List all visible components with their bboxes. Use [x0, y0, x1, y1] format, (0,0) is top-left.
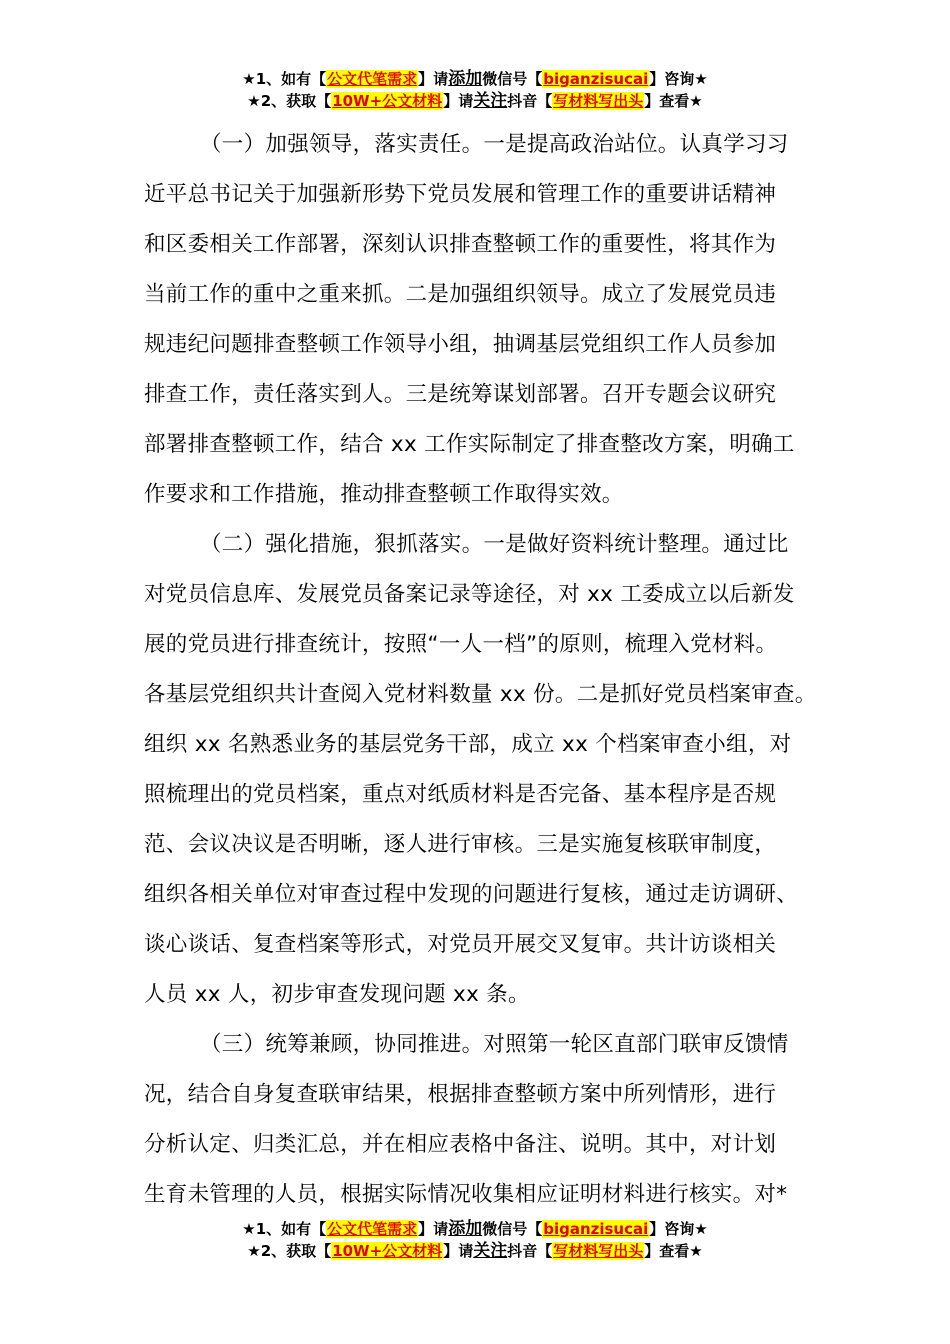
banner-text: 】查看★ — [644, 92, 703, 110]
banner-text: 】请 — [418, 1220, 449, 1238]
body-line: 对党员信息库、发展党员备案记录等途径，对 xx 工委成立以后新发 — [144, 582, 795, 607]
body-line: 照梳理出的党员档案，重点对纸质材料是否完备、基本程序是否规 — [144, 782, 777, 807]
body-line: 范、会议决议是否明晰，逐人进行审核。三是实施复核联审制度， — [144, 832, 777, 857]
body-line: （一）加强领导，落实责任。一是提高政治站位。认真学习习 — [200, 132, 789, 157]
body-line: 作要求和工作措施，推动排查整顿工作取得实效。 — [144, 482, 624, 507]
body-line: 分析认定、归类汇总，并在相应表格中备注、说明。其中，对计划 — [144, 1132, 777, 1157]
banner-text: ★1、如有【 — [242, 1220, 327, 1238]
banner-text: 】咨询★ — [649, 1220, 708, 1238]
body-line: 和区委相关工作部署，深刻认识排查整顿工作的重要性，将其作为 — [144, 232, 777, 257]
banner-text: ★2、获取【 — [247, 92, 332, 110]
header-line-2 — [0, 90, 950, 112]
header-banner — [0, 68, 950, 112]
banner-emphasis: 添加 — [448, 1219, 483, 1239]
banner-highlight: 10W+公文材料 — [332, 1242, 443, 1260]
body-line: 近平总书记关于加强新形势下党员发展和管理工作的重要讲话精神 — [144, 182, 777, 207]
banner-text: 微信号【 — [482, 1220, 543, 1238]
footer-line-2 — [0, 1240, 950, 1262]
wechat-id-highlight: biganzisucai — [543, 70, 649, 88]
body-line: 况，结合自身复查联审结果，根据排查整顿方案中所列情形，进行 — [144, 1082, 777, 1107]
douyin-highlight: 写材料写出头 — [553, 1242, 644, 1260]
header-line-1 — [0, 68, 950, 90]
body-line: （三）统筹兼顾，协同推进。对照第一轮区直部门联审反馈情 — [200, 1032, 789, 1057]
body-line: （二）强化措施，狠抓落实。一是做好资料统计整理。通过比 — [200, 532, 789, 557]
banner-text: 】查看★ — [644, 1242, 703, 1260]
banner-emphasis: 添加 — [448, 69, 483, 89]
body-line: 谈心谈话、复查档案等形式，对党员开展交叉复审。共计访谈相关 — [144, 932, 777, 957]
document-body — [144, 120, 817, 1220]
footer-banner — [0, 1218, 950, 1262]
body-line: 人员 xx 人，初步审查发现问题 xx 条。 — [144, 982, 530, 1007]
body-line: 各基层党组织共计查阅入党材料数量 xx 份。二是抓好党员档案审查。 — [144, 682, 817, 707]
banner-text: 抖音【 — [507, 1242, 553, 1260]
banner-emphasis: 关注 — [473, 1241, 508, 1261]
banner-text: 抖音【 — [507, 92, 553, 110]
banner-highlight: 公文代笔需求 — [327, 1220, 418, 1238]
banner-text: ★2、获取【 — [247, 1242, 332, 1260]
body-line: 组织各相关单位对审查过程中发现的问题进行复核，通过走访调研、 — [144, 882, 799, 907]
banner-highlight: 公文代笔需求 — [327, 70, 418, 88]
body-line: 组织 xx 名熟悉业务的基层党务干部，成立 xx 个档案审查小组，对 — [144, 732, 792, 757]
banner-text: 】请 — [443, 1242, 474, 1260]
body-line: 生育未管理的人员，根据实际情况收集相应证明材料进行核实。对* — [144, 1182, 788, 1207]
banner-text: 】咨询★ — [649, 70, 708, 88]
body-line: 排查工作，责任落实到人。三是统筹谋划部署。召开专题会议研究 — [144, 382, 777, 407]
body-line: 规违纪问题排查整顿工作领导小组，抽调基层党组织工作人员参加 — [144, 332, 777, 357]
body-line: 部署排查整顿工作，结合 xx 工作实际制定了排查整改方案，明确工 — [144, 432, 795, 457]
banner-text: 】请 — [418, 70, 449, 88]
body-line: 当前工作的重中之重来抓。二是加强组织领导。成立了发展党员违 — [144, 282, 777, 307]
banner-text: 】请 — [443, 92, 474, 110]
banner-text: 微信号【 — [482, 70, 543, 88]
banner-highlight: 10W+公文材料 — [332, 92, 443, 110]
body-line: 展的党员进行排查统计，按照“一人一档”的原则，梳理入党材料。 — [144, 632, 778, 657]
wechat-id-highlight: biganzisucai — [543, 1220, 649, 1238]
banner-emphasis: 关注 — [473, 91, 508, 111]
footer-line-1 — [0, 1218, 950, 1240]
banner-text: ★1、如有【 — [242, 70, 327, 88]
douyin-highlight: 写材料写出头 — [553, 92, 644, 110]
